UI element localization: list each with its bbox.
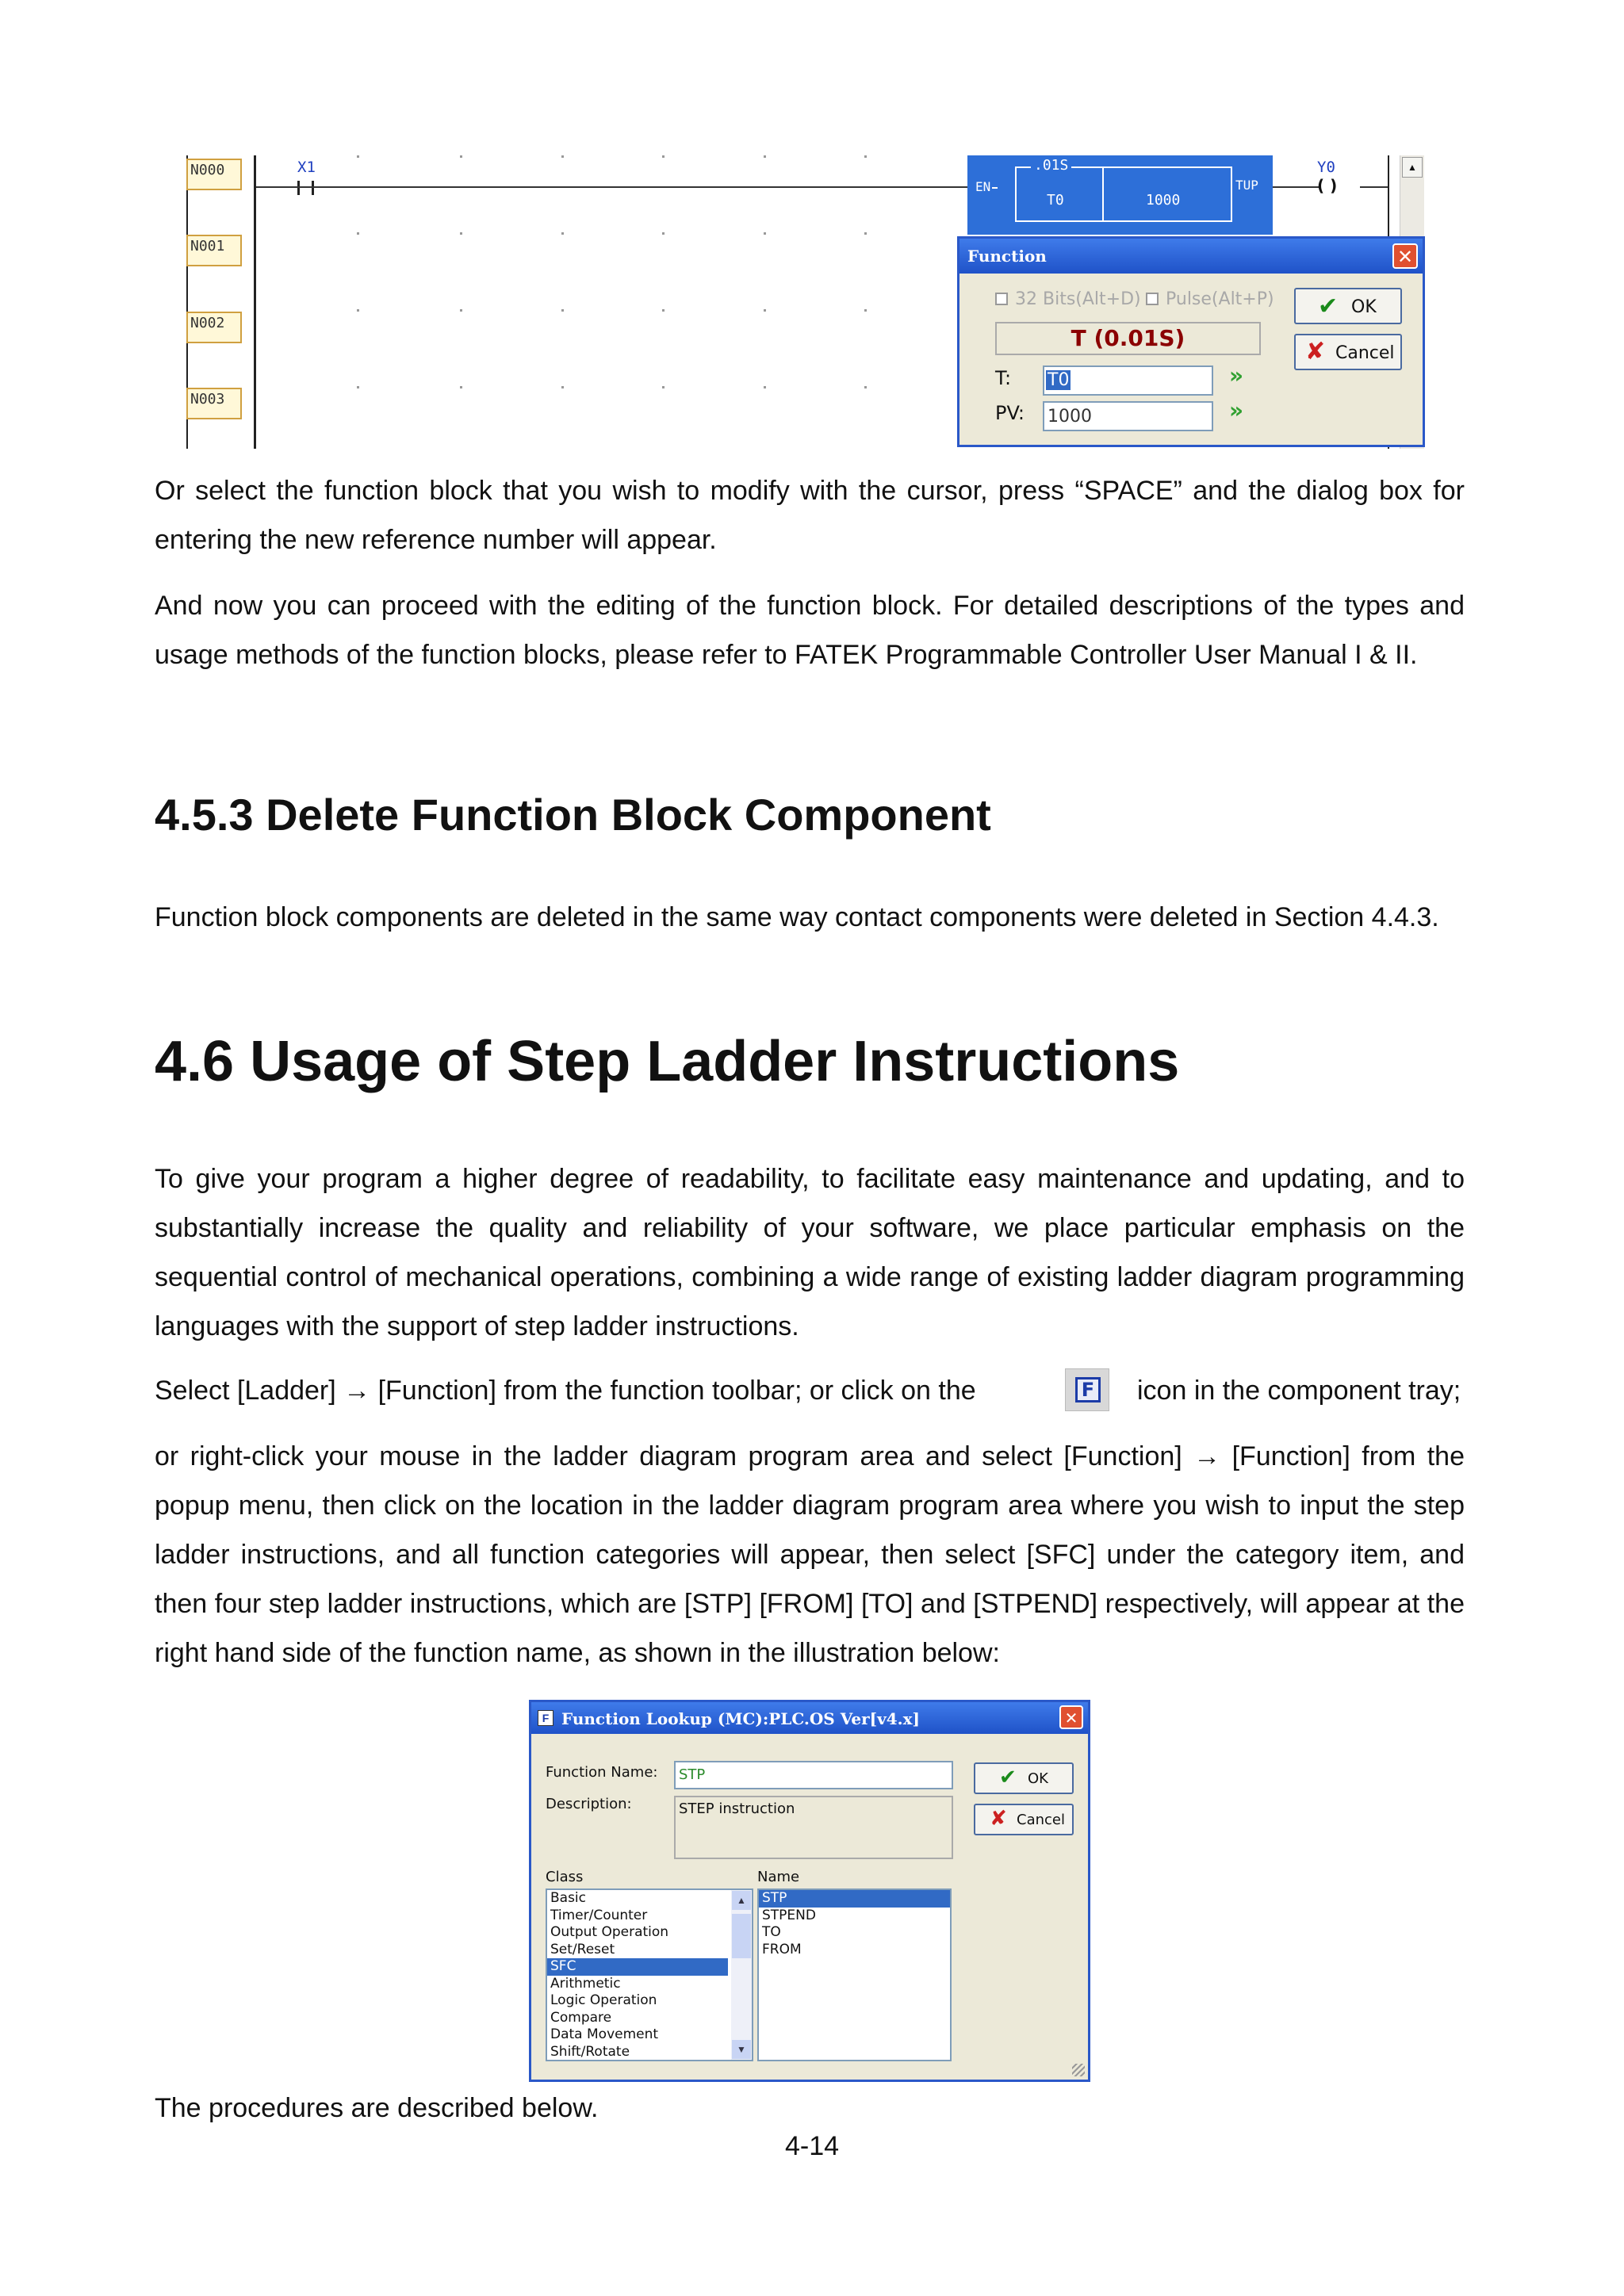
t-browse-icon[interactable]: » <box>1229 362 1244 388</box>
row-label-n001: N001 <box>186 235 242 266</box>
lookup-dialog-title: Function Lookup (MC):PLC.OS Ver[v4.x] <box>561 1709 920 1728</box>
cancel-button-label: Cancel <box>1335 343 1395 363</box>
pv-input[interactable] <box>1043 401 1213 431</box>
x-icon: ✘ <box>990 1807 1007 1831</box>
scroll-up-icon[interactable]: ▲ <box>1402 157 1423 178</box>
function-dialog <box>957 236 1425 447</box>
name-item[interactable]: FROM <box>762 1941 802 1957</box>
row-label-n000: N000 <box>186 159 242 190</box>
function-name-label: Function Name: <box>546 1764 658 1781</box>
name-label: Name <box>757 1869 800 1885</box>
checkbox-pulse[interactable] <box>1146 293 1159 305</box>
function-name-input[interactable] <box>674 1761 953 1789</box>
option-pulse-label: Pulse(Alt+P) <box>1166 289 1274 309</box>
contact-x1[interactable] <box>289 155 337 195</box>
cancel-button[interactable] <box>1294 334 1402 370</box>
coil-y0[interactable]: Y0 ( ) <box>1317 159 1338 195</box>
t-label: T: <box>995 367 1012 389</box>
name-item[interactable]: STPEND <box>762 1907 816 1923</box>
paragraph-editing: And now you can proceed with the editing of the function block. For detailed descriptions of the types and usage methods of the function blocks, please refer to FATEK Programmable Controller User Manual I & II. <box>155 591 1465 670</box>
lookup-cancel-button[interactable] <box>974 1804 1074 1835</box>
lookup-close-icon[interactable]: ✕ <box>1059 1705 1083 1729</box>
scroll-down-icon[interactable]: ▼ <box>732 2040 751 2059</box>
class-item[interactable]: Output Operation <box>550 1924 669 1940</box>
t-input-value: T0 <box>1048 370 1070 390</box>
paragraph-select-ladder: Select [Ladder] → [Function] from the function toolbar; or click on the <box>155 1376 976 1406</box>
row-label-n003: N003 <box>186 388 242 419</box>
class-label: Class <box>546 1869 584 1885</box>
option-32bits-label: 32 Bits(Alt+D) <box>1015 289 1141 309</box>
x-icon: ✘ <box>1305 338 1326 365</box>
class-item[interactable]: Arithmetic <box>550 1975 621 1992</box>
heading-4-6: 4.6 Usage of Step Ladder Instructions <box>155 1030 1180 1093</box>
class-list[interactable] <box>546 1888 753 2061</box>
heading-4-5-3: 4.5.3 Delete Function Block Component <box>155 790 991 840</box>
class-item[interactable]: Data Movement <box>550 2026 659 2042</box>
pv-input-value: 1000 <box>1048 407 1092 427</box>
resize-grip-icon[interactable] <box>1072 2064 1085 2076</box>
check-icon: ✔ <box>999 1766 1017 1789</box>
contact-label: X1 <box>297 159 316 176</box>
class-item[interactable]: Set/Reset <box>550 1941 615 1957</box>
paragraph-delete: Function block components are deleted in the same way contact components were deleted in Section 4.4.3. <box>155 902 1439 932</box>
function-heading: T (0.01S) <box>1071 325 1185 351</box>
paragraph-right-click: or right-click your mouse in the ladder diagram program area and select [Function] → [Function] from the popup menu, then click on the location in the ladder diagram program area where you wish to input the step ladder instructions, and all function categories will appear, then select [SFC] under the category item, and then four step ladder instructions, which are [STP] [FROM] [TO] and [STPEND] respectively, will appear at the right hand side of the function name, as shown in the illustration below: <box>155 1441 1465 1668</box>
row-label-n002: N002 <box>186 312 242 343</box>
pv-browse-icon[interactable]: » <box>1229 397 1244 423</box>
description-value: STEP instruction <box>679 1800 795 1817</box>
lookup-dialog-titlebar <box>531 1702 1088 1734</box>
lookup-ok-button[interactable] <box>974 1762 1074 1794</box>
class-item[interactable]: Timer/Counter <box>550 1907 648 1923</box>
checkbox-32bits[interactable] <box>995 293 1008 305</box>
paragraph-step-ladder-intro: To give your program a higher degree of readability, to facilitate easy maintenance and updating, and to substantially increase the quality and reliability of your software, we place particular emphasis on the sequential control of mechanical operations, combining a wide range of existing ladder diagram programming languages with the support of step ladder instructions. <box>155 1164 1465 1341</box>
en-label: EN <box>975 179 991 194</box>
lookup-cancel-label: Cancel <box>1017 1812 1065 1828</box>
pv-label: PV: <box>995 402 1025 424</box>
paragraph-select-block: Or select the function block that you wish to modify with the cursor, press “SPACE” and the dialog box for entering the new reference number will appear. <box>155 476 1465 555</box>
timer-function-block[interactable] <box>967 155 1273 235</box>
function-dialog-titlebar <box>959 239 1423 274</box>
paragraph-component-tray: icon in the component tray; <box>1137 1376 1461 1406</box>
class-list-scrollbar[interactable] <box>731 1890 752 2060</box>
scroll-up-icon[interactable]: ▲ <box>732 1891 751 1910</box>
class-item[interactable]: Compare <box>550 2009 612 2026</box>
ok-button[interactable] <box>1294 288 1402 324</box>
lookup-ok-label: OK <box>1028 1770 1048 1787</box>
timer-preset: 1000 <box>1146 192 1181 209</box>
function-heading-box <box>995 322 1261 355</box>
class-item-selected[interactable]: SFC <box>547 1958 728 1976</box>
time-base-label: .01S <box>1031 157 1071 174</box>
scroll-thumb[interactable] <box>732 1914 751 1958</box>
coil-label: Y0 <box>1317 159 1335 176</box>
class-item[interactable]: Logic Operation <box>550 1992 657 2008</box>
name-list[interactable] <box>757 1888 952 2061</box>
ok-button-label: OK <box>1351 297 1377 317</box>
close-icon[interactable]: ✕ <box>1392 243 1418 269</box>
app-icon: F <box>538 1710 553 1726</box>
tup-label: TUP <box>1235 178 1258 193</box>
class-item[interactable]: Basic <box>550 1890 587 1906</box>
function-dialog-title: Function <box>967 247 1047 266</box>
function-icon[interactable] <box>1065 1368 1109 1411</box>
t-input[interactable] <box>1043 365 1213 396</box>
function-name-value: STP <box>679 1766 706 1783</box>
description-box <box>674 1796 953 1859</box>
name-item-selected[interactable]: STP <box>759 1890 950 1908</box>
timer-name: T0 <box>1047 192 1064 209</box>
check-icon: ✔ <box>1318 293 1339 320</box>
name-item[interactable]: TO <box>762 1924 781 1940</box>
class-item[interactable]: Shift/Rotate <box>550 2043 630 2060</box>
description-label: Description: <box>546 1796 632 1812</box>
f-glyph: F <box>1075 1377 1101 1402</box>
function-lookup-dialog <box>529 1700 1090 2082</box>
page-number: 4-14 <box>784 2131 840 2161</box>
paragraph-procedures: The procedures are described below. <box>155 2093 599 2123</box>
